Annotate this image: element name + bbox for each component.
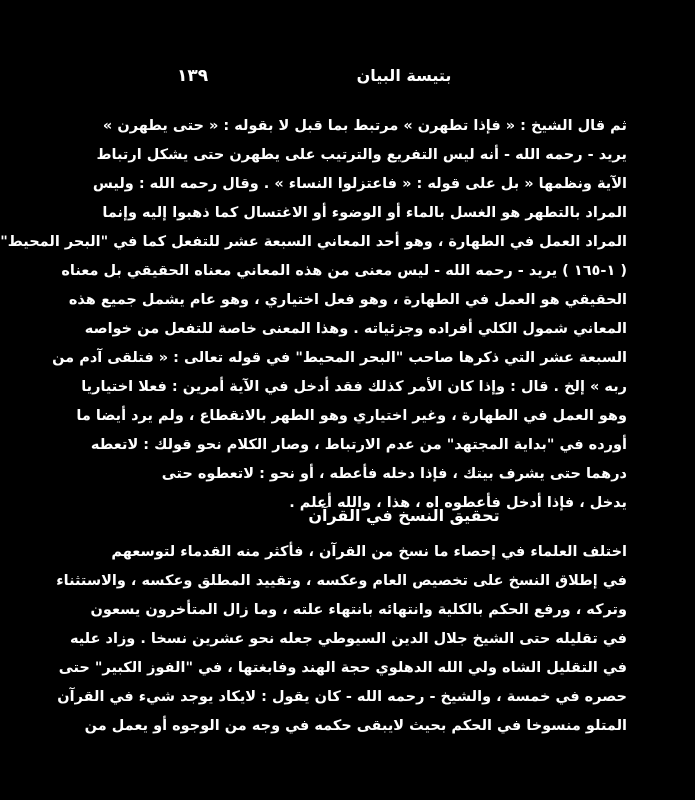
text-line: ( ١-١٦٥ ) يريد - رحمه الله - ليس معنى من هذه المعاني معناه الحقيقي بل معناه (61, 263, 627, 279)
text-line: المعاني شمول الكلي أفراده وجزئياته . وهذا المعنى خاصة للتفعل من خواصه (84, 321, 627, 337)
paragraph-2 (56, 538, 627, 741)
text-line: اختلف العلماء في إحصاء ما نسخ من القرآن ، فأكثر منه القدماء لتوسعهم (111, 544, 627, 560)
text-line: الآية ونظمها « بل على قوله : « فاعتزلوا النساء » . وقال رحمه الله : وليس (92, 176, 627, 192)
text-line: المتلو منسوخا في الحكم بحيث لايبقى حكمه في وجه من الوجوه أو يعمل من (84, 718, 627, 734)
text-line: درهما حتى يشرف بيتك ، فإذا دخله فأعطه ، أو نحو : لاتعطوه حتى (161, 466, 627, 482)
text-line: وتركه ، ورفع الحكم بالكلية وانتهائه بانتهاء علته ، وما زال المتأخرون يسعون (90, 602, 627, 618)
text-line: حصره في خمسة ، والشيخ - رحمه الله - كان يقول : لايكاد يوجد شيء في القرآن (57, 689, 627, 705)
text-line: السبعة عشر التي ذكرها صاحب "البحر المحيط" في قوله تعالى : « فتلقى آدم من (52, 350, 627, 366)
paragraph-1 (0, 112, 627, 518)
text-line: الحقيقي هو العمل في الطهارة ، وهو فعل اختياري ، وهو عام يشمل جميع هذه (68, 292, 627, 308)
text-line: أورده في "بداية المجتهد" من عدم الارتباط ، وصار الكلام نحو قولك : لاتعطه (90, 437, 627, 453)
text-line: ثم قال الشيخ : « فإذا تطهرن » مرتبط بما قبل لا بقوله : « حتى يطهرن » (102, 118, 627, 134)
running-header: بتيسة البيان (356, 66, 452, 85)
text-line: في تقليله حتى الشيخ جلال الدين السيوطي جعله نحو عشرين نسخا . وزاد عليه (69, 631, 627, 647)
text-line: يريد - رحمه الله - أنه ليس التفريع والترتيب على يطهرن حتى يشكل ارتباط (96, 147, 627, 163)
text-line: ربه » إلخ . قال : وإذا كان الأمر كذلك فقد أدخل في الآية أمرين : فعلا اختياريا (81, 379, 627, 395)
page-number: ١٣٩ (177, 66, 209, 86)
text-line: في إطلاق النسخ على تخصيص العام وعكسه ، وتقييد المطلق وعكسه ، والاستثناء (56, 573, 627, 589)
text-line: المراد بالتطهر هو الغسل بالماء أو الوضوء أو الاغتسال كما ذهبوا إليه وإنما (102, 205, 627, 221)
text-line: وهو العمل في الطهارة ، وغير اختياري وهو الطهر بالانقطاع ، ولم يرد أيضا ما (76, 408, 627, 424)
text-line: يدخل ، فإذا أدخل فأعطوه اه ، هذا ، والله أعلم . (289, 495, 627, 511)
text-line: في التقليل الشاه ولي الله الدهلوي حجة الهند وفابغتها ، في "الفوز الكبير" حتى (58, 660, 627, 676)
text-line: المراد العمل في الطهارة ، وهو أحد المعاني السبعة عشر للتفعل كما في "البحر المحيط" (0, 234, 627, 250)
section-heading: تحقيق النسخ في القرآن (308, 506, 500, 525)
